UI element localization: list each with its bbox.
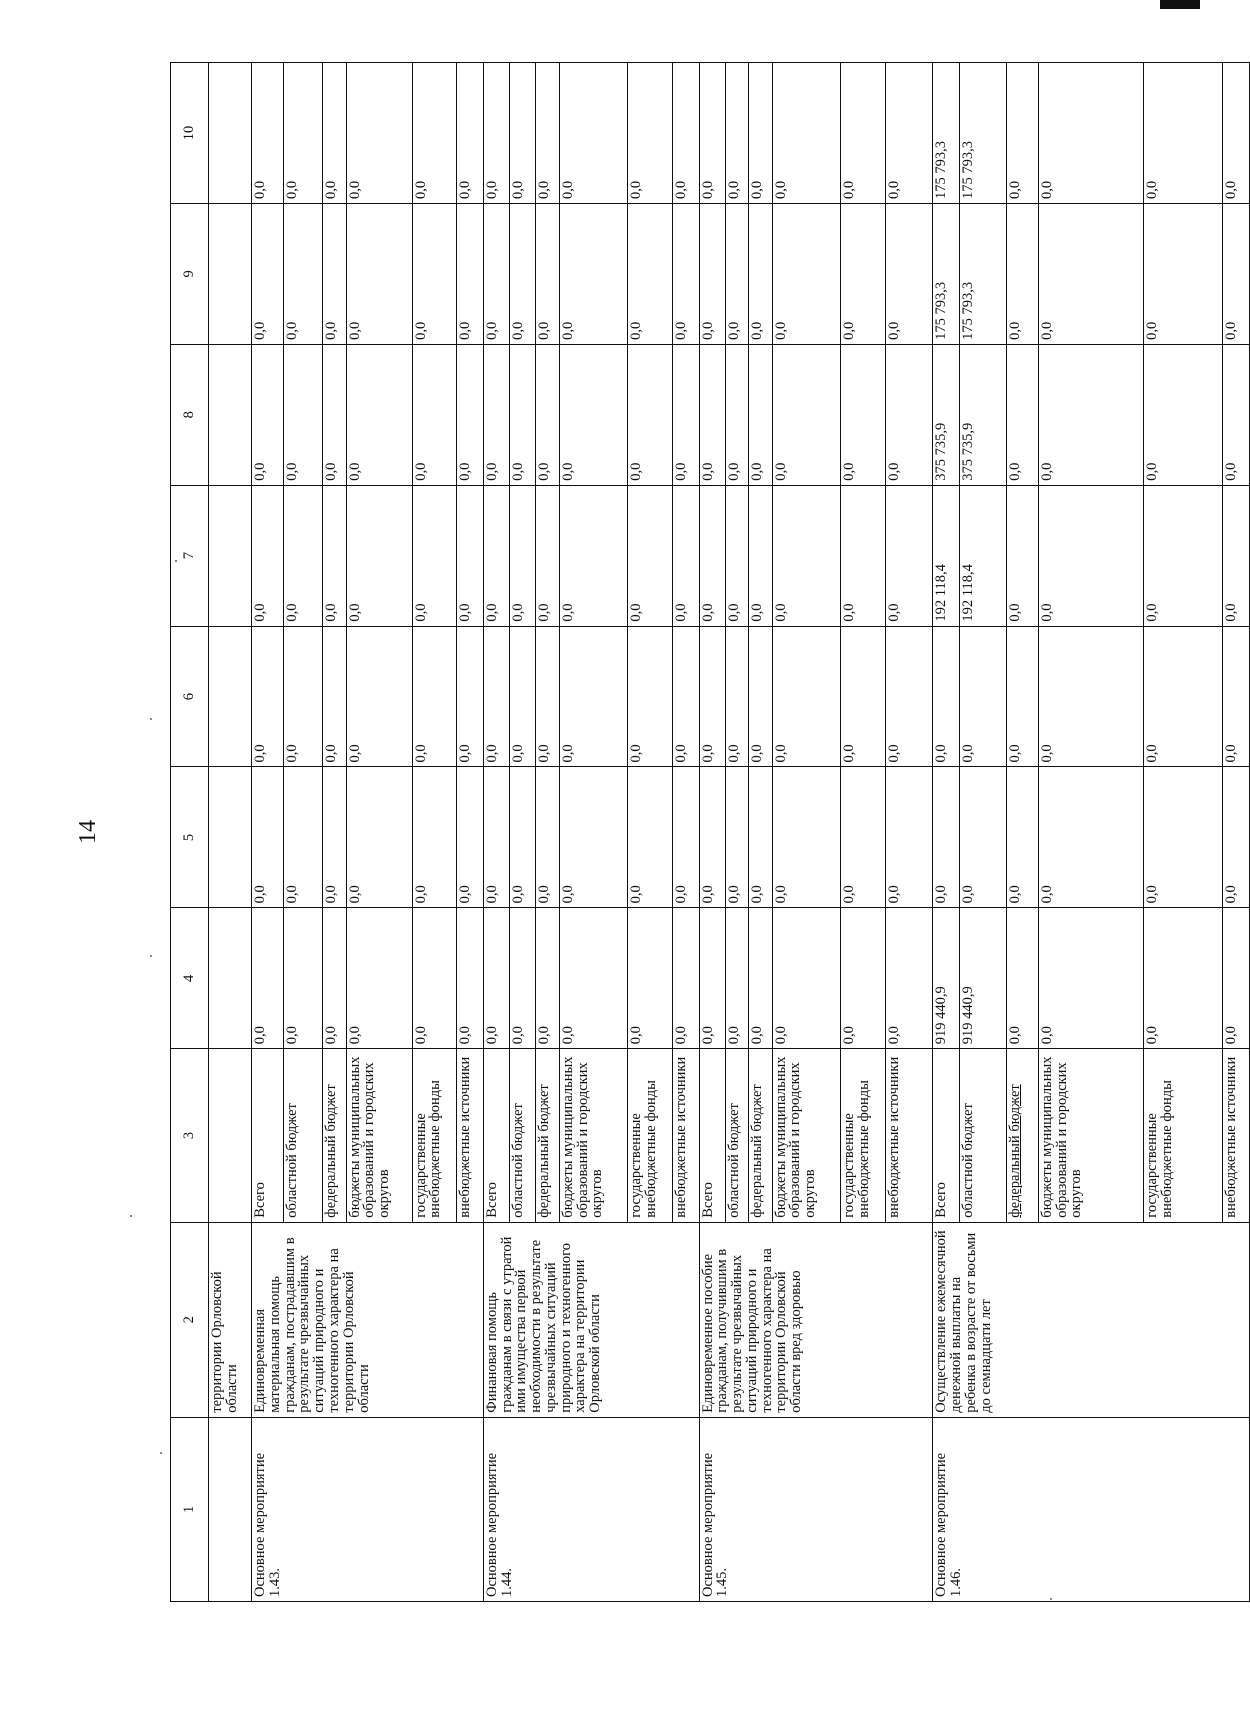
value-cell: 375 735,9 [959,344,1006,485]
empty-cell [209,344,252,485]
source-label: областной бюджет [725,1049,748,1222]
value-cell: 0,0 [673,203,699,344]
header-cell: 8 [171,344,209,485]
value-cell: 0,0 [283,203,323,344]
value-cell: 0,0 [323,203,346,344]
table-row [699,63,725,1602]
value-cell: 0,0 [841,63,886,204]
value-cell: 0,0 [1223,344,1250,485]
value-cell: 0,0 [628,485,673,626]
source-label: федеральный бюджет [323,1049,346,1222]
value-cell: 0,0 [772,767,841,908]
source-label: федеральный бюджет [749,1049,772,1222]
value-cell: 0,0 [699,344,725,485]
value-cell: 0,0 [457,767,483,908]
value-cell: 0,0 [252,344,284,485]
value-cell: 0,0 [673,908,699,1049]
value-cell: 0,0 [559,626,628,767]
measure-code: Основное мероприятие 1.43. [252,1417,484,1601]
value-cell: 919 440,9 [933,908,959,1049]
value-cell: 0,0 [673,767,699,908]
empty-cell [209,63,252,204]
value-cell: 0,0 [559,908,628,1049]
value-cell: 0,0 [252,626,284,767]
value-cell: 0,0 [536,203,559,344]
value-cell: 0,0 [483,344,509,485]
source-label: Всего [699,1049,725,1222]
value-cell: 0,0 [886,344,933,485]
value-cell: 0,0 [1038,344,1143,485]
value-cell: 0,0 [772,908,841,1049]
value-cell: 192 118,4 [933,485,959,626]
value-cell: 0,0 [1007,908,1039,1049]
value-cell: 0,0 [841,485,886,626]
value-cell: 0,0 [536,908,559,1049]
value-cell: 0,0 [346,485,412,626]
source-label: Всего [252,1049,284,1222]
value-cell: 0,0 [457,344,483,485]
value-cell: 0,0 [412,767,457,908]
value-cell: 0,0 [699,203,725,344]
value-cell: 0,0 [725,908,748,1049]
measure-code: Основное мероприятие 1.45. [699,1417,933,1601]
value-cell: 0,0 [699,626,725,767]
value-cell: 0,0 [1007,485,1039,626]
value-cell: 0,0 [346,344,412,485]
value-cell: 0,0 [628,767,673,908]
source-label: государственные внебюджетные фонды [412,1049,457,1222]
value-cell: 0,0 [323,63,346,204]
value-cell: 0,0 [841,626,886,767]
value-cell: 0,0 [933,626,959,767]
value-cell: 0,0 [959,626,1006,767]
value-cell: 0,0 [628,203,673,344]
value-cell: 0,0 [699,908,725,1049]
rotated-table-wrapper [170,62,1250,1602]
measure-name: Единовременная материальная помощь гражданам, пострадавшим в результате чрезвычайных ситуаций природного и техногенного характера на территории Орловской области [252,1222,484,1417]
value-cell: 0,0 [510,203,536,344]
value-cell: 0,0 [283,767,323,908]
source-label: государственные внебюджетные фонды [628,1049,673,1222]
value-cell: 0,0 [559,344,628,485]
value-cell: 0,0 [749,908,772,1049]
value-cell: 0,0 [559,485,628,626]
source-label: областной бюджет [510,1049,536,1222]
empty-cell [209,767,252,908]
continuation-code-cell [209,1417,252,1601]
value-cell: 0,0 [933,767,959,908]
value-cell: 0,0 [1038,908,1143,1049]
value-cell: 0,0 [283,908,323,1049]
value-cell: 0,0 [749,63,772,204]
value-cell: 0,0 [536,767,559,908]
value-cell: 0,0 [412,626,457,767]
value-cell: 0,0 [536,344,559,485]
value-cell: 0,0 [412,344,457,485]
value-cell: 0,0 [886,63,933,204]
value-cell: 0,0 [283,63,323,204]
continuation-name: территории Орловской области [209,1222,252,1417]
value-cell: 0,0 [283,485,323,626]
empty-cell [209,203,252,344]
source-label: бюджеты муниципальных образований и городских округов [559,1049,628,1222]
value-cell: 0,0 [886,203,933,344]
value-cell: 0,0 [252,767,284,908]
header-cell: 3 [171,1049,209,1222]
scan-speck [150,955,152,957]
value-cell: 0,0 [412,908,457,1049]
value-cell: 0,0 [1007,63,1039,204]
value-cell: 0,0 [673,344,699,485]
header-cell: 6 [171,626,209,767]
header-cell: 1 [171,1417,209,1601]
value-cell: 0,0 [323,626,346,767]
source-label: областной бюджет [283,1049,323,1222]
value-cell: 0,0 [749,626,772,767]
value-cell: 0,0 [1223,63,1250,204]
source-label: внебюджетные источники [1223,1049,1250,1222]
value-cell: 0,0 [886,908,933,1049]
scan-corner-mark [1160,0,1200,9]
value-cell: 0,0 [483,203,509,344]
value-cell: 0,0 [559,203,628,344]
value-cell: 0,0 [772,203,841,344]
value-cell: 0,0 [1223,908,1250,1049]
header-cell: 7 [171,485,209,626]
value-cell: 0,0 [1144,203,1223,344]
header-row [171,63,209,1602]
value-cell: 0,0 [1007,344,1039,485]
value-cell: 0,0 [483,485,509,626]
value-cell: 0,0 [628,63,673,204]
source-label: федеральный бюджет [1007,1049,1039,1222]
value-cell: 0,0 [749,767,772,908]
value-cell: 0,0 [346,203,412,344]
value-cell: 0,0 [483,63,509,204]
empty-cell [209,908,252,1049]
value-cell: 0,0 [749,344,772,485]
value-cell: 175 793,3 [933,203,959,344]
value-cell: 0,0 [725,203,748,344]
value-cell: 0,0 [699,485,725,626]
table-row [252,63,284,1602]
source-label: бюджеты муниципальных образований и городских округов [346,1049,412,1222]
source-label: бюджеты муниципальных образований и городских округов [772,1049,841,1222]
value-cell: 0,0 [1038,485,1143,626]
value-cell: 0,0 [252,63,284,204]
value-cell: 0,0 [772,63,841,204]
value-cell: 0,0 [412,63,457,204]
value-cell: 0,0 [725,485,748,626]
value-cell: 0,0 [346,63,412,204]
value-cell: 0,0 [536,626,559,767]
empty-cell [209,1049,252,1222]
value-cell: 0,0 [412,203,457,344]
value-cell: 0,0 [510,63,536,204]
value-cell: 0,0 [536,63,559,204]
value-cell: 0,0 [323,485,346,626]
value-cell: 0,0 [725,767,748,908]
value-cell: 0,0 [1038,203,1143,344]
value-cell: 0,0 [699,767,725,908]
value-cell: 0,0 [483,626,509,767]
table-row [933,63,959,1602]
source-label: внебюджетные источники [673,1049,699,1222]
value-cell: 0,0 [510,626,536,767]
value-cell: 0,0 [699,63,725,204]
source-label: государственные внебюджетные фонды [841,1049,886,1222]
value-cell: 0,0 [323,908,346,1049]
measure-name: Финановая помощь гражданам в связи с утратой ими имущества первой необходимости в результате чрезвычайных ситуаций природного и техногенного характера на территории Орловской области [483,1222,699,1417]
value-cell: 0,0 [841,203,886,344]
value-cell: 0,0 [457,908,483,1049]
value-cell: 0,0 [252,203,284,344]
value-cell: 0,0 [628,626,673,767]
value-cell: 0,0 [959,767,1006,908]
value-cell: 0,0 [510,344,536,485]
source-label: внебюджетные источники [886,1049,933,1222]
measure-code: Основное мероприятие 1.46. [933,1417,1250,1601]
budget-table [170,62,1250,1602]
source-label: областной бюджет [959,1049,1006,1222]
value-cell: 0,0 [1144,63,1223,204]
value-cell: 0,0 [1007,203,1039,344]
page-number: 14 [75,820,101,844]
value-cell: 0,0 [510,485,536,626]
value-cell: 0,0 [886,485,933,626]
value-cell: 0,0 [1144,908,1223,1049]
value-cell: 0,0 [628,908,673,1049]
value-cell: 0,0 [457,626,483,767]
source-label: внебюджетные источники [457,1049,483,1222]
value-cell: 0,0 [628,344,673,485]
header-cell: 5 [171,767,209,908]
scan-speck [160,1452,162,1454]
scan-speck [130,1215,132,1217]
value-cell: 0,0 [841,344,886,485]
value-cell: 0,0 [1144,767,1223,908]
value-cell: 0,0 [412,485,457,626]
value-cell: 0,0 [673,626,699,767]
header-cell: 9 [171,203,209,344]
value-cell: 0,0 [673,485,699,626]
value-cell: 0,0 [725,344,748,485]
header-cell: 4 [171,908,209,1049]
table-row [483,63,509,1602]
header-cell: 2 [171,1222,209,1417]
scan-speck [150,718,152,720]
value-cell: 0,0 [252,908,284,1049]
value-cell: 0,0 [483,908,509,1049]
value-cell: 0,0 [483,767,509,908]
value-cell: 0,0 [1144,344,1223,485]
value-cell: 0,0 [252,485,284,626]
value-cell: 0,0 [1038,626,1143,767]
value-cell: 0,0 [457,203,483,344]
value-cell: 0,0 [772,626,841,767]
value-cell: 0,0 [886,767,933,908]
value-cell: 0,0 [536,485,559,626]
value-cell: 0,0 [749,485,772,626]
value-cell: 0,0 [346,908,412,1049]
value-cell: 919 440,9 [959,908,1006,1049]
value-cell: 0,0 [457,485,483,626]
value-cell: 0,0 [673,63,699,204]
value-cell: 0,0 [510,908,536,1049]
header-cell: 10 [171,63,209,204]
source-label: бюджеты муниципальных образований и городских округов [1038,1049,1143,1222]
value-cell: 0,0 [1144,626,1223,767]
value-cell: 0,0 [1144,485,1223,626]
source-label: государственные внебюджетные фонды [1144,1049,1223,1222]
continuation-row [209,63,252,1602]
measure-code: Основное мероприятие 1.44. [483,1417,699,1601]
source-label: Всего [933,1049,959,1222]
value-cell: 0,0 [841,908,886,1049]
value-cell: 0,0 [749,203,772,344]
value-cell: 0,0 [1223,203,1250,344]
source-label: федеральный бюджет [536,1049,559,1222]
value-cell: 0,0 [1223,767,1250,908]
value-cell: 0,0 [346,626,412,767]
value-cell: 192 118,4 [959,485,1006,626]
value-cell: 0,0 [725,626,748,767]
value-cell: 0,0 [457,63,483,204]
value-cell: 0,0 [559,767,628,908]
value-cell: 0,0 [510,767,536,908]
value-cell: 0,0 [772,344,841,485]
value-cell: 0,0 [1007,767,1039,908]
value-cell: 175 793,3 [933,63,959,204]
value-cell: 0,0 [323,767,346,908]
value-cell: 0,0 [1223,626,1250,767]
measure-name: Осуществление ежемесячной денежной выплаты на ребенка в возрасте от восьми до семнадцати лет [933,1222,1250,1417]
empty-cell [209,626,252,767]
value-cell: 0,0 [1038,767,1143,908]
value-cell: 0,0 [559,63,628,204]
value-cell: 0,0 [841,767,886,908]
value-cell: 0,0 [725,63,748,204]
value-cell: 0,0 [323,344,346,485]
source-label: Всего [483,1049,509,1222]
value-cell: 0,0 [886,626,933,767]
value-cell: 0,0 [1007,626,1039,767]
value-cell: 0,0 [283,626,323,767]
value-cell: 375 735,9 [933,344,959,485]
value-cell: 175 793,3 [959,63,1006,204]
empty-cell [209,485,252,626]
value-cell: 175 793,3 [959,203,1006,344]
value-cell: 0,0 [346,767,412,908]
value-cell: 0,0 [772,485,841,626]
measure-name: Единовременное пособие гражданам, получившим в результате чрезвычайных ситуаций природного и техногенного характера на территории Орловской области вред здоровью [699,1222,933,1417]
value-cell: 0,0 [283,344,323,485]
value-cell: 0,0 [1038,63,1143,204]
value-cell: 0,0 [1223,485,1250,626]
